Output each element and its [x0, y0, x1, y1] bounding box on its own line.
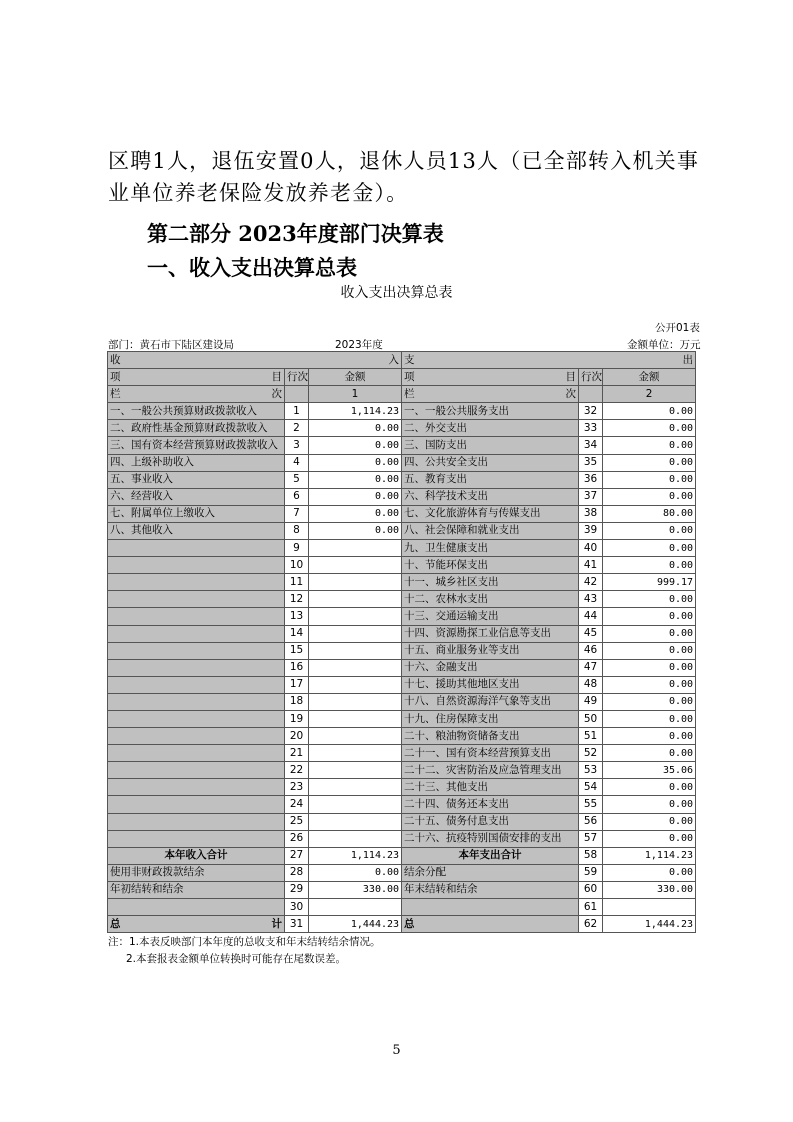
intro-line-1: 区聘1人，退伍安置0人，退休人员13人（已全部转入机关事: [108, 149, 700, 173]
expense-amount: 0.00: [603, 728, 696, 745]
expense-item-name: 十、节能环保支出: [402, 557, 579, 574]
income-line-no: 15: [285, 642, 309, 659]
grand-total-ex-amount: 1,444.23: [603, 916, 696, 933]
income-amount: [309, 830, 402, 847]
income-item-name: [108, 779, 285, 796]
expense-line-no: 37: [579, 488, 603, 505]
income-item-name: 三、国有资本经营预算财政拨款收入: [108, 437, 285, 454]
note-2: 2.本套报表金额单位转换时可能存在尾数误差。: [126, 953, 347, 965]
item-header: 项 目: [402, 369, 579, 386]
income-item-name: [108, 625, 285, 642]
expense-item-name: 十七、援助其他地区支出: [402, 676, 579, 693]
expense-line-no: 46: [579, 642, 603, 659]
expense-line-no: 55: [579, 796, 603, 813]
expense-amount: 0.00: [603, 693, 696, 710]
income-item-name: [108, 745, 285, 762]
income-item-name: [108, 608, 285, 625]
expense-item-name: 十八、自然资源海洋气象等支出: [402, 693, 579, 710]
department-label: 部门：黄石市下陆区建设局: [108, 339, 234, 351]
income-item-name: [108, 728, 285, 745]
income-line-no: 24: [285, 796, 309, 813]
expense-amount: 0.00: [603, 779, 696, 796]
income-line-no: 10: [285, 557, 309, 574]
expense-line-no: 34: [579, 437, 603, 454]
expense-header: 支 出: [402, 352, 696, 369]
expense-line-no: 42: [579, 574, 603, 591]
table-row: [108, 574, 696, 591]
expense-line-no: 51: [579, 728, 603, 745]
income-item-name: 六、经营收入: [108, 488, 285, 505]
table-row: [108, 762, 696, 779]
table-row: [108, 437, 696, 454]
header-row-3: [108, 386, 696, 403]
income-amount: 0.00: [309, 488, 402, 505]
expense-amount: 330.00: [603, 881, 696, 898]
income-amount: [309, 710, 402, 727]
income-amount: 0.00: [309, 864, 402, 881]
col-number: 1: [309, 386, 402, 403]
note-1: 注：1.本表反映部门本年度的总收支和年末结转结余情况。: [108, 936, 381, 948]
expense-amount: 80.00: [603, 505, 696, 522]
expense-item-name: 三、国防支出: [402, 437, 579, 454]
table-row: [108, 625, 696, 642]
expense-amount: 0.00: [603, 403, 696, 420]
expense-total-amount: 1,114.23: [603, 847, 696, 864]
expense-item-name: 二十三、其他支出: [402, 779, 579, 796]
income-item-name: 八、其他收入: [108, 522, 285, 539]
expense-item-name: 十二、农林水支出: [402, 591, 579, 608]
income-amount: [309, 899, 402, 916]
income-line-no: 12: [285, 591, 309, 608]
table-row: [108, 676, 696, 693]
table-row: [108, 864, 696, 881]
expense-line-no: 41: [579, 557, 603, 574]
income-line-no: 23: [285, 779, 309, 796]
income-line-no: 26: [285, 830, 309, 847]
expense-item-name: 十四、资源勘探工业信息等支出: [402, 625, 579, 642]
unit-label: 金额单位：万元: [627, 339, 701, 351]
expense-line-no: 44: [579, 608, 603, 625]
income-amount: 0.00: [309, 471, 402, 488]
income-amount: [309, 642, 402, 659]
expense-line-no: 38: [579, 505, 603, 522]
expense-line-no: 52: [579, 745, 603, 762]
income-line-no: 8: [285, 522, 309, 539]
expense-item-name: 八、社会保障和就业支出: [402, 522, 579, 539]
income-amount: [309, 796, 402, 813]
header-row-2: [108, 369, 696, 386]
income-item-name: 使用非财政拨款结余: [108, 864, 285, 881]
table-row: [108, 710, 696, 727]
income-line-no: 9: [285, 540, 309, 557]
expense-amount: 0.00: [603, 796, 696, 813]
totals-row: [108, 847, 696, 864]
expense-amount: 0.00: [603, 522, 696, 539]
income-total-line-no: 27: [285, 847, 309, 864]
expense-amount: 35.06: [603, 762, 696, 779]
expense-amount: 999.17: [603, 574, 696, 591]
income-line-no: 19: [285, 710, 309, 727]
income-item-name: [108, 659, 285, 676]
expense-amount: 0.00: [603, 488, 696, 505]
expense-item-name: 二十一、国有资本经营预算支出: [402, 745, 579, 762]
income-item-name: [108, 574, 285, 591]
income-line-no: 18: [285, 693, 309, 710]
line-no-header: 行次: [285, 369, 309, 386]
expense-line-no: 40: [579, 540, 603, 557]
expense-amount: 0.00: [603, 830, 696, 847]
expense-item-name: 二十四、债务还本支出: [402, 796, 579, 813]
expense-total-label: 本年支出合计: [402, 847, 579, 864]
expense-item-name: [402, 899, 579, 916]
income-item-name: [108, 796, 285, 813]
expense-line-no: 49: [579, 693, 603, 710]
income-item-name: [108, 557, 285, 574]
header-row-1: [108, 352, 696, 369]
income-amount: 0.00: [309, 454, 402, 471]
expense-item-name: 十三、交通运输支出: [402, 608, 579, 625]
expense-amount: 0.00: [603, 471, 696, 488]
table-row: [108, 540, 696, 557]
income-item-name: [108, 693, 285, 710]
income-item-name: [108, 676, 285, 693]
intro-line-2: 业单位养老保险发放养老金）。: [108, 181, 409, 205]
income-amount: [309, 574, 402, 591]
expense-line-no: 57: [579, 830, 603, 847]
income-item-name: 年初结转和结余: [108, 881, 285, 898]
blank-cell: [579, 386, 603, 403]
table-row: [108, 591, 696, 608]
income-line-no: 5: [285, 471, 309, 488]
income-line-no: 25: [285, 813, 309, 830]
grand-total-row: [108, 916, 696, 933]
form-code: 公开01表: [655, 322, 700, 334]
grand-total-in-line-no: 31: [285, 916, 309, 933]
table-row: [108, 420, 696, 437]
item-header: 项 目: [108, 369, 285, 386]
expense-amount: 0.00: [603, 642, 696, 659]
table-row: [108, 403, 696, 420]
expense-item-name: 结余分配: [402, 864, 579, 881]
expense-amount: 0.00: [603, 608, 696, 625]
expense-item-name: 二十二、灾害防治及应急管理支出: [402, 762, 579, 779]
expense-amount: 0.00: [603, 454, 696, 471]
table-row: [108, 522, 696, 539]
expense-item-name: 十五、商业服务业等支出: [402, 642, 579, 659]
income-line-no: 7: [285, 505, 309, 522]
income-amount: [309, 728, 402, 745]
income-line-no: 11: [285, 574, 309, 591]
expense-amount: 0.00: [603, 540, 696, 557]
income-total-amount: 1,114.23: [309, 847, 402, 864]
grand-total-label: 总 计: [108, 916, 285, 933]
income-line-no: 3: [285, 437, 309, 454]
income-amount: [309, 625, 402, 642]
expense-line-no: 43: [579, 591, 603, 608]
income-amount: [309, 693, 402, 710]
income-amount: 0.00: [309, 420, 402, 437]
table-row: [108, 505, 696, 522]
expense-item-name: 二十五、债务付息支出: [402, 813, 579, 830]
income-item-name: [108, 642, 285, 659]
table-row: [108, 830, 696, 847]
income-line-no: 4: [285, 454, 309, 471]
expense-amount: 0.00: [603, 437, 696, 454]
income-header: 收 入: [108, 352, 402, 369]
income-line-no: 16: [285, 659, 309, 676]
income-item-name: [108, 591, 285, 608]
table-row: [108, 899, 696, 916]
income-item-name: 一、一般公共预算财政拨款收入: [108, 403, 285, 420]
income-amount: 0.00: [309, 437, 402, 454]
expense-line-no: 39: [579, 522, 603, 539]
expense-line-no: 35: [579, 454, 603, 471]
grand-total-ex-line-no: 62: [579, 916, 603, 933]
income-item-name: 二、政府性基金预算财政拨款收入: [108, 420, 285, 437]
table-row: [108, 471, 696, 488]
income-line-no: 1: [285, 403, 309, 420]
income-amount: [309, 762, 402, 779]
income-amount: 0.00: [309, 505, 402, 522]
expense-amount: 0.00: [603, 557, 696, 574]
income-amount: [309, 779, 402, 796]
expense-amount: 0.00: [603, 710, 696, 727]
expense-line-no: 45: [579, 625, 603, 642]
table-row: [108, 745, 696, 762]
income-amount: 0.00: [309, 522, 402, 539]
table-row: [108, 796, 696, 813]
expense-amount: [603, 899, 696, 916]
expense-item-name: 九、卫生健康支出: [402, 540, 579, 557]
expense-amount: 0.00: [603, 591, 696, 608]
income-line-no: 28: [285, 864, 309, 881]
income-amount: [309, 659, 402, 676]
expense-item-name: 年末结转和结余: [402, 881, 579, 898]
expense-item-name: 十九、住房保障支出: [402, 710, 579, 727]
amount-header: 金额: [309, 369, 402, 386]
grand-total-expense-label: 总: [402, 916, 579, 933]
table-row: [108, 659, 696, 676]
income-amount: [309, 540, 402, 557]
income-amount: [309, 557, 402, 574]
expense-amount: 0.00: [603, 864, 696, 881]
income-item-name: 七、附属单位上缴收入: [108, 505, 285, 522]
line-no-header: 行次: [579, 369, 603, 386]
expense-item-name: 四、公共安全支出: [402, 454, 579, 471]
income-expense-table: [107, 351, 696, 933]
income-item-name: 四、上级补助收入: [108, 454, 285, 471]
income-total-label: 本年收入合计: [108, 847, 285, 864]
income-item-name: [108, 899, 285, 916]
subsection-title: 一、收入支出决算总表: [147, 255, 357, 280]
expense-amount: 0.00: [603, 625, 696, 642]
expense-line-no: 54: [579, 779, 603, 796]
expense-line-no: 56: [579, 813, 603, 830]
expense-total-line-no: 58: [579, 847, 603, 864]
expense-line-no: 48: [579, 676, 603, 693]
expense-line-no: 36: [579, 471, 603, 488]
income-amount: [309, 745, 402, 762]
income-amount: [309, 608, 402, 625]
income-line-no: 14: [285, 625, 309, 642]
expense-line-no: 32: [579, 403, 603, 420]
income-amount: [309, 591, 402, 608]
expense-amount: 0.00: [603, 420, 696, 437]
table-row: [108, 779, 696, 796]
income-amount: [309, 813, 402, 830]
table-row: [108, 454, 696, 471]
income-item-name: [108, 830, 285, 847]
table-row: [108, 728, 696, 745]
expense-line-no: 50: [579, 710, 603, 727]
expense-item-name: 十一、城乡社区支出: [402, 574, 579, 591]
blank-cell: [285, 386, 309, 403]
expense-item-name: 五、教育支出: [402, 471, 579, 488]
expense-item-name: 二十、粮油物资储备支出: [402, 728, 579, 745]
income-line-no: 6: [285, 488, 309, 505]
income-line-no: 20: [285, 728, 309, 745]
expense-line-no: 33: [579, 420, 603, 437]
expense-line-no: 60: [579, 881, 603, 898]
col-header: 栏 次: [402, 386, 579, 403]
expense-item-name: 十六、金融支出: [402, 659, 579, 676]
table-row: [108, 608, 696, 625]
income-line-no: 21: [285, 745, 309, 762]
expense-amount: 0.00: [603, 676, 696, 693]
grand-total-in-amount: 1,444.23: [309, 916, 402, 933]
income-line-no: 17: [285, 676, 309, 693]
expense-amount: 0.00: [603, 813, 696, 830]
expense-item-name: 二、外交支出: [402, 420, 579, 437]
table-row: [108, 642, 696, 659]
income-amount: 1,114.23: [309, 403, 402, 420]
amount-header: 金额: [603, 369, 696, 386]
income-item-name: [108, 762, 285, 779]
income-line-no: 13: [285, 608, 309, 625]
table-row: [108, 488, 696, 505]
expense-item-name: 六、科学技术支出: [402, 488, 579, 505]
expense-item-name: 二十六、抗疫特别国债安排的支出: [402, 830, 579, 847]
expense-amount: 0.00: [603, 745, 696, 762]
expense-item-name: 七、文化旅游体育与传媒支出: [402, 505, 579, 522]
income-item-name: [108, 710, 285, 727]
col-header: 栏 次: [108, 386, 285, 403]
income-line-no: 22: [285, 762, 309, 779]
expense-line-no: 47: [579, 659, 603, 676]
income-amount: [309, 676, 402, 693]
expense-line-no: 59: [579, 864, 603, 881]
income-item-name: 五、事业收入: [108, 471, 285, 488]
expense-amount: 0.00: [603, 659, 696, 676]
table-row: [108, 693, 696, 710]
income-item-name: [108, 813, 285, 830]
table-row: [108, 557, 696, 574]
expense-item-name: 一、一般公共服务支出: [402, 403, 579, 420]
income-line-no: 30: [285, 899, 309, 916]
section-title: 第二部分 2023年度部门决算表: [147, 221, 444, 246]
table-row: [108, 813, 696, 830]
expense-line-no: 53: [579, 762, 603, 779]
page-number: 5: [392, 1043, 401, 1058]
table-caption: 收入支出决算总表: [340, 285, 453, 301]
col-number: 2: [603, 386, 696, 403]
income-item-name: [108, 540, 285, 557]
year-label: 2023年度: [335, 339, 383, 351]
table-row: [108, 881, 696, 898]
expense-line-no: 61: [579, 899, 603, 916]
income-line-no: 29: [285, 881, 309, 898]
income-line-no: 2: [285, 420, 309, 437]
income-amount: 330.00: [309, 881, 402, 898]
